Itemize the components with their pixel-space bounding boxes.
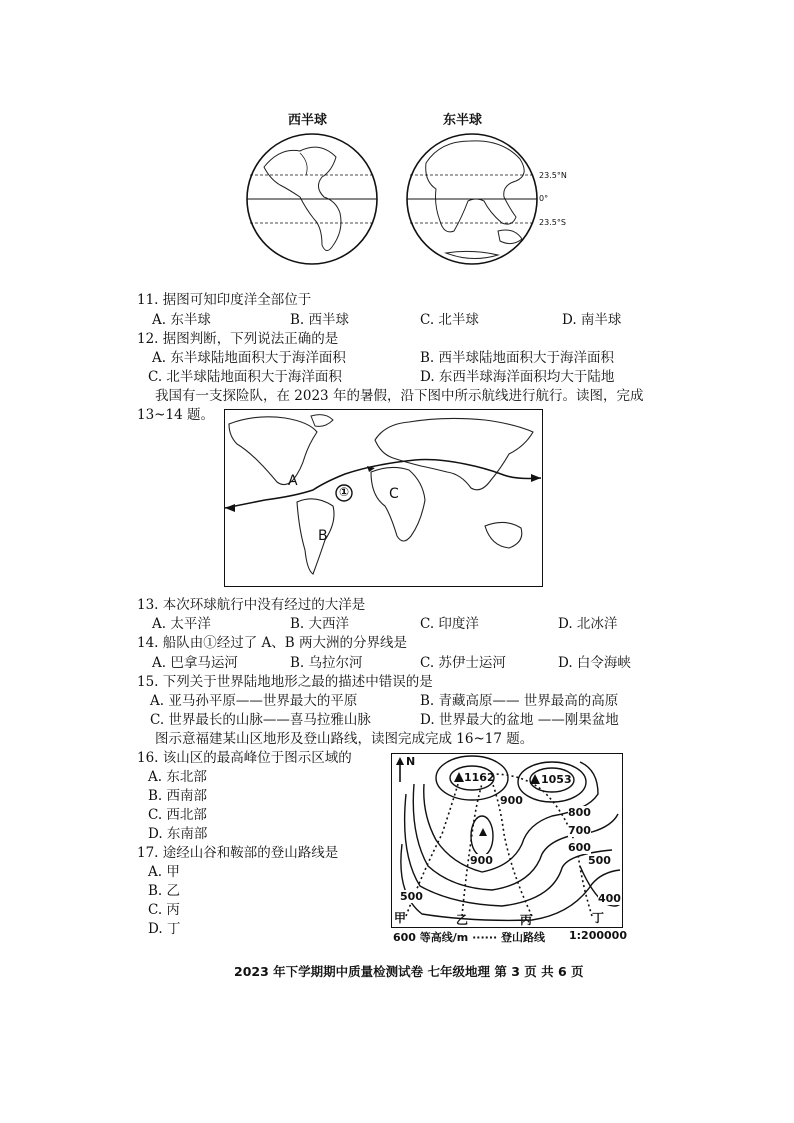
hemispheres-svg (240, 127, 570, 270)
contour-label-500-left: 500 (400, 890, 423, 903)
question-13-option-d: D. 北冰洋 (558, 616, 618, 632)
western-hemisphere-label: 西半球 (288, 113, 328, 128)
question-14-option-d: D. 白令海峡 (558, 655, 631, 671)
question-12-stem: 12. 据图判断，下列说法正确的是 (137, 331, 339, 347)
hemispheres-figure (240, 105, 570, 270)
question-14-option-c: C. 苏伊士运河 (420, 655, 506, 671)
map-marker-1: ① (339, 485, 350, 499)
question-11-option-c: C. 北半球 (420, 312, 479, 328)
question-17-stem: 17. 途经山谷和鞍部的登山路线是 (137, 845, 339, 861)
peak-label-1162: 1162 (464, 771, 495, 784)
question-17-option-c: C. 丙 (148, 902, 180, 918)
question-17-option-a: A. 甲 (148, 864, 180, 880)
map-label-a: A (288, 473, 298, 489)
question-11-option-d: D. 南半球 (562, 312, 622, 328)
contour-label-500-right: 500 (588, 854, 611, 867)
latitude-label-tropic-north: 23.5°N (539, 171, 567, 180)
contour-label-400: 400 (598, 892, 621, 905)
contour-legend: 600 等高线/m ······ 登山路线 (393, 931, 546, 944)
question-15-option-a: A. 亚马孙平原——世界最大的平原 (150, 693, 358, 709)
question-17-option-d: D. 丁 (148, 921, 181, 937)
contour-scale: 1:200000 (569, 929, 627, 942)
question-13-stem: 13. 本次环球航行中没有经过的大洋是 (137, 597, 366, 613)
contour-label-700: 700 (568, 824, 591, 837)
latitude-label-tropic-south: 23.5°S (539, 218, 566, 227)
question-16-option-a: A. 东北部 (148, 769, 207, 785)
question-12-option-c: C. 北半球陆地面积大于海洋面积 (148, 369, 342, 385)
question-14-option-a: A. 巴拿马运河 (152, 655, 238, 671)
question-11-option-a: A. 东半球 (152, 312, 211, 328)
intro-13-14-line-2: 13~14 题。 (137, 407, 214, 423)
world-route-map-svg (225, 410, 541, 585)
question-17-option-b: B. 乙 (148, 883, 181, 899)
intro-16-17: 图示意福建某山区地形及登山路线，读图完成完成 16~17 题。 (155, 731, 534, 747)
contour-label-800: 800 (568, 806, 591, 819)
question-12-option-b: B. 西半球陆地面积大于海洋面积 (420, 350, 615, 366)
question-14-option-b: B. 乌拉尔河 (290, 655, 363, 671)
question-15-option-d: D. 世界最大的盆地 ——刚果盆地 (420, 712, 619, 728)
question-14-stem: 14. 船队由①经过了 A、B 两大洲的分界线是 (137, 635, 408, 651)
map-label-b: B (318, 528, 328, 544)
route-label-ding: 丁 (592, 911, 605, 925)
question-16-option-b: B. 西南部 (148, 788, 208, 804)
route-label-jia: 甲 (394, 911, 407, 925)
contour-map-svg (392, 754, 621, 926)
question-16-option-c: C. 西北部 (148, 807, 207, 823)
contour-label-900-a: 900 (500, 794, 523, 807)
contour-map (391, 753, 623, 928)
question-12-option-d: D. 东西半球海洋面积均大于陆地 (420, 369, 615, 385)
question-15-option-b: B. 青藏高原—— 世界最高的高原 (420, 693, 619, 709)
route-label-yi: 乙 (456, 913, 469, 927)
question-16-stem: 16. 该山区的最高峰位于图示区域的 (137, 750, 352, 766)
contour-label-900-b: 900 (470, 854, 493, 867)
question-13-option-b: B. 大西洋 (290, 616, 350, 632)
question-15-stem: 15. 下列关于世界陆地地形之最的描述中错误的是 (137, 674, 433, 690)
peak-label-1053: 1053 (541, 773, 572, 786)
eastern-hemisphere-label: 东半球 (443, 113, 483, 128)
page-footer: 2023 年下学期期中质量检测试卷 七年级地理 第 3 页 共 6 页 (234, 964, 584, 979)
question-11-option-b: B. 西半球 (290, 312, 350, 328)
north-label: N (406, 755, 416, 768)
route-label-bing: 丙 (520, 913, 533, 927)
question-11-stem: 11. 据图可知印度洋全部位于 (137, 292, 312, 308)
intro-13-14-line-1: 我国有一支探险队，在 2023 年的暑假，沿下图中所示航线进行航行。读图，完成 (155, 388, 644, 404)
map-label-c: C (389, 486, 399, 502)
question-15-option-c: C. 世界最长的山脉——喜马拉雅山脉 (150, 712, 371, 728)
question-16-option-d: D. 东南部 (148, 826, 208, 842)
question-13-option-a: A. 太平洋 (152, 616, 211, 632)
world-route-map (224, 409, 543, 587)
question-12-option-a: A. 东半球陆地面积大于海洋面积 (152, 350, 346, 366)
question-13-option-c: C. 印度洋 (420, 616, 479, 632)
contour-label-600: 600 (568, 841, 591, 854)
latitude-label-equator: 0° (539, 194, 549, 203)
